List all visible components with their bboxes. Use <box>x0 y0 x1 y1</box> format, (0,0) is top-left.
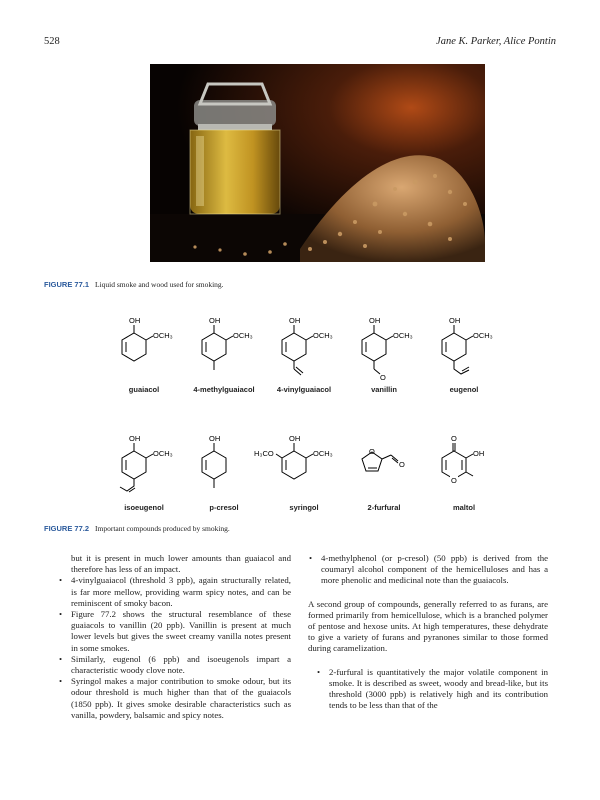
svg-text:OH: OH <box>129 434 141 443</box>
compound-name: p-cresol <box>209 503 239 512</box>
svg-text:OH: OH <box>209 434 221 443</box>
svg-text:OH: OH <box>129 316 141 325</box>
svg-text:H₃CO: H₃CO <box>254 449 274 458</box>
compound-name: vanillin <box>371 385 397 394</box>
list-item: • 4-vinylguaiacol (threshold 3 ppb), again structurally related, is far more mellow, providing warm spicy notes, and can be reminiscent of smoky bacon. <box>58 575 291 609</box>
figure-77-1-caption <box>44 280 224 289</box>
bullet-list <box>58 575 291 721</box>
compound-name: isoeugenol <box>124 503 164 512</box>
svg-text:OH: OH <box>369 316 381 325</box>
svg-text:O: O <box>369 447 375 456</box>
svg-text:O: O <box>451 476 457 485</box>
figure-caption-text: Liquid smoke and wood used for smoking. <box>95 280 224 289</box>
figure-label: FIGURE 77.1 <box>44 280 90 289</box>
compound-syringol <box>254 430 344 520</box>
smoke-jar-photo <box>150 64 485 262</box>
svg-text:OCH₃: OCH₃ <box>393 331 413 340</box>
figure-label: FIGURE 77.2 <box>44 524 90 533</box>
bullet-list <box>308 553 548 587</box>
svg-text:O: O <box>380 373 386 382</box>
compound-guaiacol <box>104 312 184 402</box>
svg-text:OCH₃: OCH₃ <box>153 449 173 458</box>
compound-name: syringol <box>289 503 319 512</box>
svg-text:OCH₃: OCH₃ <box>233 331 253 340</box>
left-column <box>58 553 291 721</box>
compound-vanillin <box>344 312 424 402</box>
svg-text:OH: OH <box>473 449 485 458</box>
compound-name: maltol <box>452 503 476 512</box>
svg-text:OCH₃: OCH₃ <box>473 331 493 340</box>
svg-text:O: O <box>451 434 457 443</box>
running-header <box>44 36 556 50</box>
list-item: • 2-furfural is quantitatively the major volatile component in smoke. It is described as sweet, woody and bread-like, but its threshold (3000 ppb) is relatively high and its contribution tends to be less than that of the <box>316 667 548 712</box>
svg-text:OH: OH <box>289 434 301 443</box>
compound-2-furfural <box>344 430 424 520</box>
compound-name: eugenol <box>449 385 479 394</box>
compound-4-methylguaiacol <box>184 312 264 402</box>
figure-77-2-caption <box>44 524 230 533</box>
list-item: • Figure 77.2 shows the structural resemblance of these guaiacols to vanillin (20 ppb). Vanillin is present at much lower levels but gives the sweet creamy vanilla notes present in some smokes. <box>58 609 291 654</box>
compound-isoeugenol <box>104 430 184 520</box>
list-item: • 4-methylphenol (or p-cresol) (50 ppb) is derived from the coumaryl alcohol component of the hemicelluloses and has a more phenolic and medicinal note than the guaiacols. <box>308 553 548 587</box>
compound-name: 2-furfural <box>367 503 401 512</box>
list-item: • Syringol makes a major contribution to smoke odour, but its odour threshold is much higher than that of the guaiacols (1850 ppb). It gives smoke desirable characteristics such as vanilla, powdery, balsamic and spicy notes. <box>58 676 291 721</box>
continuation-text: but it is present in much lower amounts than guaiacol and therefore has less of an impact. <box>71 553 291 575</box>
compound-name: 4-methylguaiacol <box>193 385 255 394</box>
figure-caption-text: Important compounds produced by smoking. <box>95 524 230 533</box>
compound-maltol <box>424 430 504 520</box>
right-column <box>308 553 548 711</box>
svg-text:OCH₃: OCH₃ <box>313 331 333 340</box>
compound-4-vinylguaiacol <box>264 312 344 402</box>
compound-p-cresol <box>184 430 264 520</box>
svg-text:OH: OH <box>449 316 461 325</box>
compound-name: 4-vinylguaiacol <box>276 385 332 394</box>
body-paragraph: A second group of compounds, generally referred to as furans, are formed primarily from hemicellulose, which is a branched polymer of pentose and hexose units. At high temperatures, these dehydrate to give a variety of furans and pyranones similar to those formed during caramelization. <box>308 598 548 654</box>
svg-text:OCH₃: OCH₃ <box>313 449 333 458</box>
running-authors: Jane K. Parker, Alice Pontin <box>436 36 556 47</box>
svg-text:O: O <box>399 460 405 469</box>
bullet-list <box>308 667 548 712</box>
chemical-structures-figure <box>104 312 504 522</box>
page-number: 528 <box>44 36 60 47</box>
svg-text:OH: OH <box>209 316 221 325</box>
compound-name: guaiacol <box>128 385 160 394</box>
svg-text:OH: OH <box>289 316 301 325</box>
svg-text:OCH₃: OCH₃ <box>153 331 173 340</box>
list-item: • Similarly, eugenol (6 ppb) and isoeugenols impart a characteristic woody clove note. <box>58 654 291 676</box>
compound-eugenol <box>424 312 504 402</box>
